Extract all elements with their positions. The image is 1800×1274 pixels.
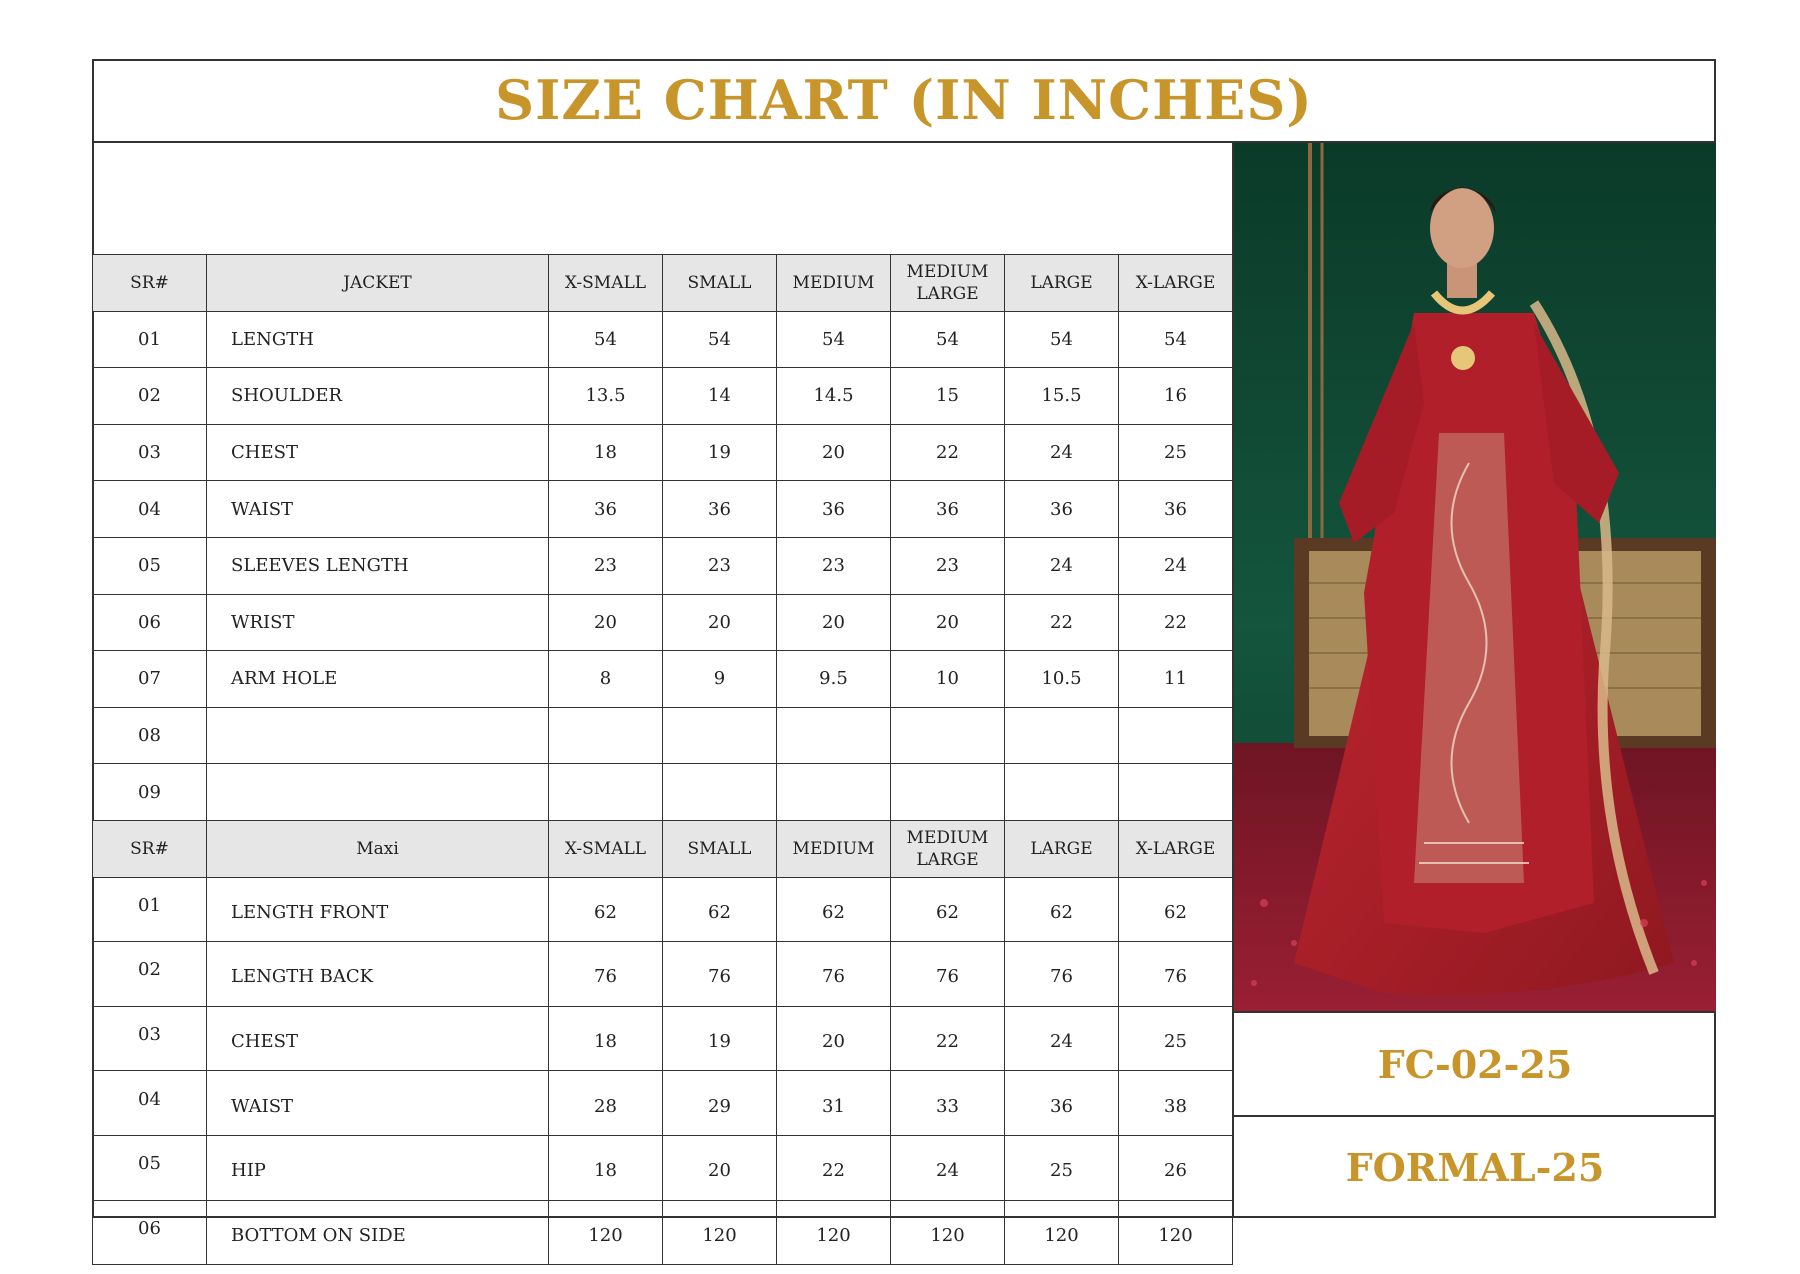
row-value: 38 (1119, 1071, 1233, 1136)
row-value: 54 (1005, 311, 1119, 368)
row-measurement: CHEST (207, 1006, 549, 1071)
row-value: 120 (1119, 1200, 1233, 1265)
row-sr: 03 (93, 1006, 207, 1071)
row-value: 62 (1119, 877, 1233, 942)
table-row (93, 1006, 1233, 1071)
row-value: 13.5 (549, 368, 663, 425)
row-value: 36 (1005, 481, 1119, 538)
table-row (93, 311, 1233, 368)
row-value: 18 (549, 1135, 663, 1200)
header-size: MEDIUM LARGE (891, 820, 1005, 877)
row-sr: 04 (93, 481, 207, 538)
row-value (777, 707, 891, 764)
header-sr: SR# (93, 820, 207, 877)
row-value: 22 (1005, 594, 1119, 651)
row-measurement: LENGTH FRONT (207, 877, 549, 942)
row-value: 36 (777, 481, 891, 538)
table-row (93, 877, 1233, 942)
row-value: 9.5 (777, 651, 891, 708)
row-value: 24 (1005, 424, 1119, 481)
header-size: X-LARGE (1119, 820, 1233, 877)
row-value (1005, 707, 1119, 764)
table-row (93, 651, 1233, 708)
row-value: 54 (891, 311, 1005, 368)
table-row (93, 594, 1233, 651)
header-size: LARGE (1005, 820, 1119, 877)
row-value (891, 707, 1005, 764)
header-garment: JACKET (207, 255, 549, 312)
row-sr: 05 (93, 1135, 207, 1200)
row-value: 76 (1119, 942, 1233, 1007)
row-value: 22 (891, 424, 1005, 481)
row-value: 11 (1119, 651, 1233, 708)
row-value: 23 (549, 537, 663, 594)
row-sr: 01 (93, 311, 207, 368)
row-value: 62 (777, 877, 891, 942)
row-value: 15.5 (1005, 368, 1119, 425)
model-photo (1234, 143, 1716, 1013)
table-row (93, 537, 1233, 594)
header-size: MEDIUM LARGE (891, 255, 1005, 312)
row-value: 9 (663, 651, 777, 708)
row-measurement: SLEEVES LENGTH (207, 537, 549, 594)
row-value: 54 (1119, 311, 1233, 368)
row-sr: 09 (93, 764, 207, 821)
row-sr: 06 (93, 1200, 207, 1265)
row-value: 36 (891, 481, 1005, 538)
row-value: 14.5 (777, 368, 891, 425)
row-sr: 07 (93, 651, 207, 708)
row-value: 24 (1005, 1006, 1119, 1071)
model-photo-illustration (1234, 143, 1716, 1013)
row-value (1119, 764, 1233, 821)
row-value: 8 (549, 651, 663, 708)
table-row (93, 1071, 1233, 1136)
product-pane (1232, 143, 1716, 1218)
row-value: 24 (891, 1135, 1005, 1200)
article-code-box (1234, 1013, 1716, 1117)
row-value (1005, 764, 1119, 821)
table-row (93, 764, 1233, 821)
row-value (549, 764, 663, 821)
article-code: FC-02-25 (1377, 1041, 1573, 1087)
header-garment: Maxi (207, 820, 549, 877)
row-value: 28 (549, 1071, 663, 1136)
header-size: X-LARGE (1119, 255, 1233, 312)
header-size: X-SMALL (549, 255, 663, 312)
row-measurement (207, 764, 549, 821)
row-value: 120 (777, 1200, 891, 1265)
collection-box (1234, 1117, 1716, 1218)
row-value (663, 707, 777, 764)
row-measurement: ARM HOLE (207, 651, 549, 708)
row-value: 76 (891, 942, 1005, 1007)
row-value: 24 (1005, 537, 1119, 594)
header-size: MEDIUM (777, 820, 891, 877)
page-title: SIZE CHART (IN INCHES) (495, 68, 1313, 132)
row-value: 20 (777, 1006, 891, 1071)
row-value: 10.5 (1005, 651, 1119, 708)
row-value: 14 (663, 368, 777, 425)
row-value: 15 (891, 368, 1005, 425)
row-value: 23 (891, 537, 1005, 594)
row-value: 76 (549, 942, 663, 1007)
row-value: 54 (549, 311, 663, 368)
row-measurement (207, 707, 549, 764)
row-measurement: SHOULDER (207, 368, 549, 425)
row-value: 22 (777, 1135, 891, 1200)
row-measurement: BOTTOM ON SIDE (207, 1200, 549, 1265)
row-value: 10 (891, 651, 1005, 708)
row-value: 54 (777, 311, 891, 368)
row-value: 20 (891, 594, 1005, 651)
row-measurement: WAIST (207, 481, 549, 538)
row-sr: 03 (93, 424, 207, 481)
row-value: 20 (663, 594, 777, 651)
row-value: 36 (1005, 1071, 1119, 1136)
row-value: 23 (777, 537, 891, 594)
header-size: SMALL (663, 255, 777, 312)
row-value (1119, 707, 1233, 764)
row-sr: 02 (93, 368, 207, 425)
row-value: 36 (1119, 481, 1233, 538)
title-bar (92, 59, 1716, 143)
table-header-row (93, 820, 1233, 877)
row-value (777, 764, 891, 821)
row-value: 62 (663, 877, 777, 942)
row-value: 25 (1119, 424, 1233, 481)
row-value: 16 (1119, 368, 1233, 425)
row-value: 23 (663, 537, 777, 594)
header-sr: SR# (93, 255, 207, 312)
table-row (93, 942, 1233, 1007)
row-sr: 04 (93, 1071, 207, 1136)
row-value: 19 (663, 424, 777, 481)
row-value: 20 (777, 594, 891, 651)
row-value: 33 (891, 1071, 1005, 1136)
row-value: 31 (777, 1071, 891, 1136)
table-row (93, 707, 1233, 764)
row-value (663, 764, 777, 821)
row-value (549, 707, 663, 764)
row-value: 120 (891, 1200, 1005, 1265)
row-value: 62 (1005, 877, 1119, 942)
row-value: 20 (663, 1135, 777, 1200)
row-value: 19 (663, 1006, 777, 1071)
row-value: 54 (663, 311, 777, 368)
row-measurement: WRIST (207, 594, 549, 651)
row-value: 26 (1119, 1135, 1233, 1200)
table-header-row (93, 255, 1233, 312)
header-size: MEDIUM (777, 255, 891, 312)
row-value: 18 (549, 1006, 663, 1071)
row-value: 76 (1005, 942, 1119, 1007)
header-size: SMALL (663, 820, 777, 877)
header-size: X-SMALL (549, 820, 663, 877)
row-value: 36 (549, 481, 663, 538)
row-value (891, 764, 1005, 821)
row-measurement: WAIST (207, 1071, 549, 1136)
row-value: 25 (1119, 1006, 1233, 1071)
row-value: 62 (891, 877, 1005, 942)
row-value: 24 (1119, 537, 1233, 594)
row-value: 22 (1119, 594, 1233, 651)
row-measurement: CHEST (207, 424, 549, 481)
size-chart-pane (92, 143, 1232, 1246)
row-sr: 08 (93, 707, 207, 764)
row-measurement: HIP (207, 1135, 549, 1200)
row-value: 120 (1005, 1200, 1119, 1265)
row-measurement: LENGTH BACK (207, 942, 549, 1007)
row-value: 29 (663, 1071, 777, 1136)
row-value: 76 (777, 942, 891, 1007)
row-sr: 05 (93, 537, 207, 594)
size-table (92, 254, 1233, 1265)
row-value: 25 (1005, 1135, 1119, 1200)
collection-name: FORMAL-25 (1345, 1145, 1605, 1190)
table-row (93, 1200, 1233, 1265)
row-value: 120 (549, 1200, 663, 1265)
row-value: 22 (891, 1006, 1005, 1071)
row-value: 62 (549, 877, 663, 942)
table-row (93, 368, 1233, 425)
row-value: 120 (663, 1200, 777, 1265)
row-value: 20 (549, 594, 663, 651)
row-value: 18 (549, 424, 663, 481)
table-row (93, 481, 1233, 538)
row-measurement: LENGTH (207, 311, 549, 368)
row-sr: 02 (93, 942, 207, 1007)
row-value: 36 (663, 481, 777, 538)
row-sr: 01 (93, 877, 207, 942)
header-size: LARGE (1005, 255, 1119, 312)
row-sr: 06 (93, 594, 207, 651)
row-value: 20 (777, 424, 891, 481)
row-value: 76 (663, 942, 777, 1007)
table-row (93, 424, 1233, 481)
table-row (93, 1135, 1233, 1200)
